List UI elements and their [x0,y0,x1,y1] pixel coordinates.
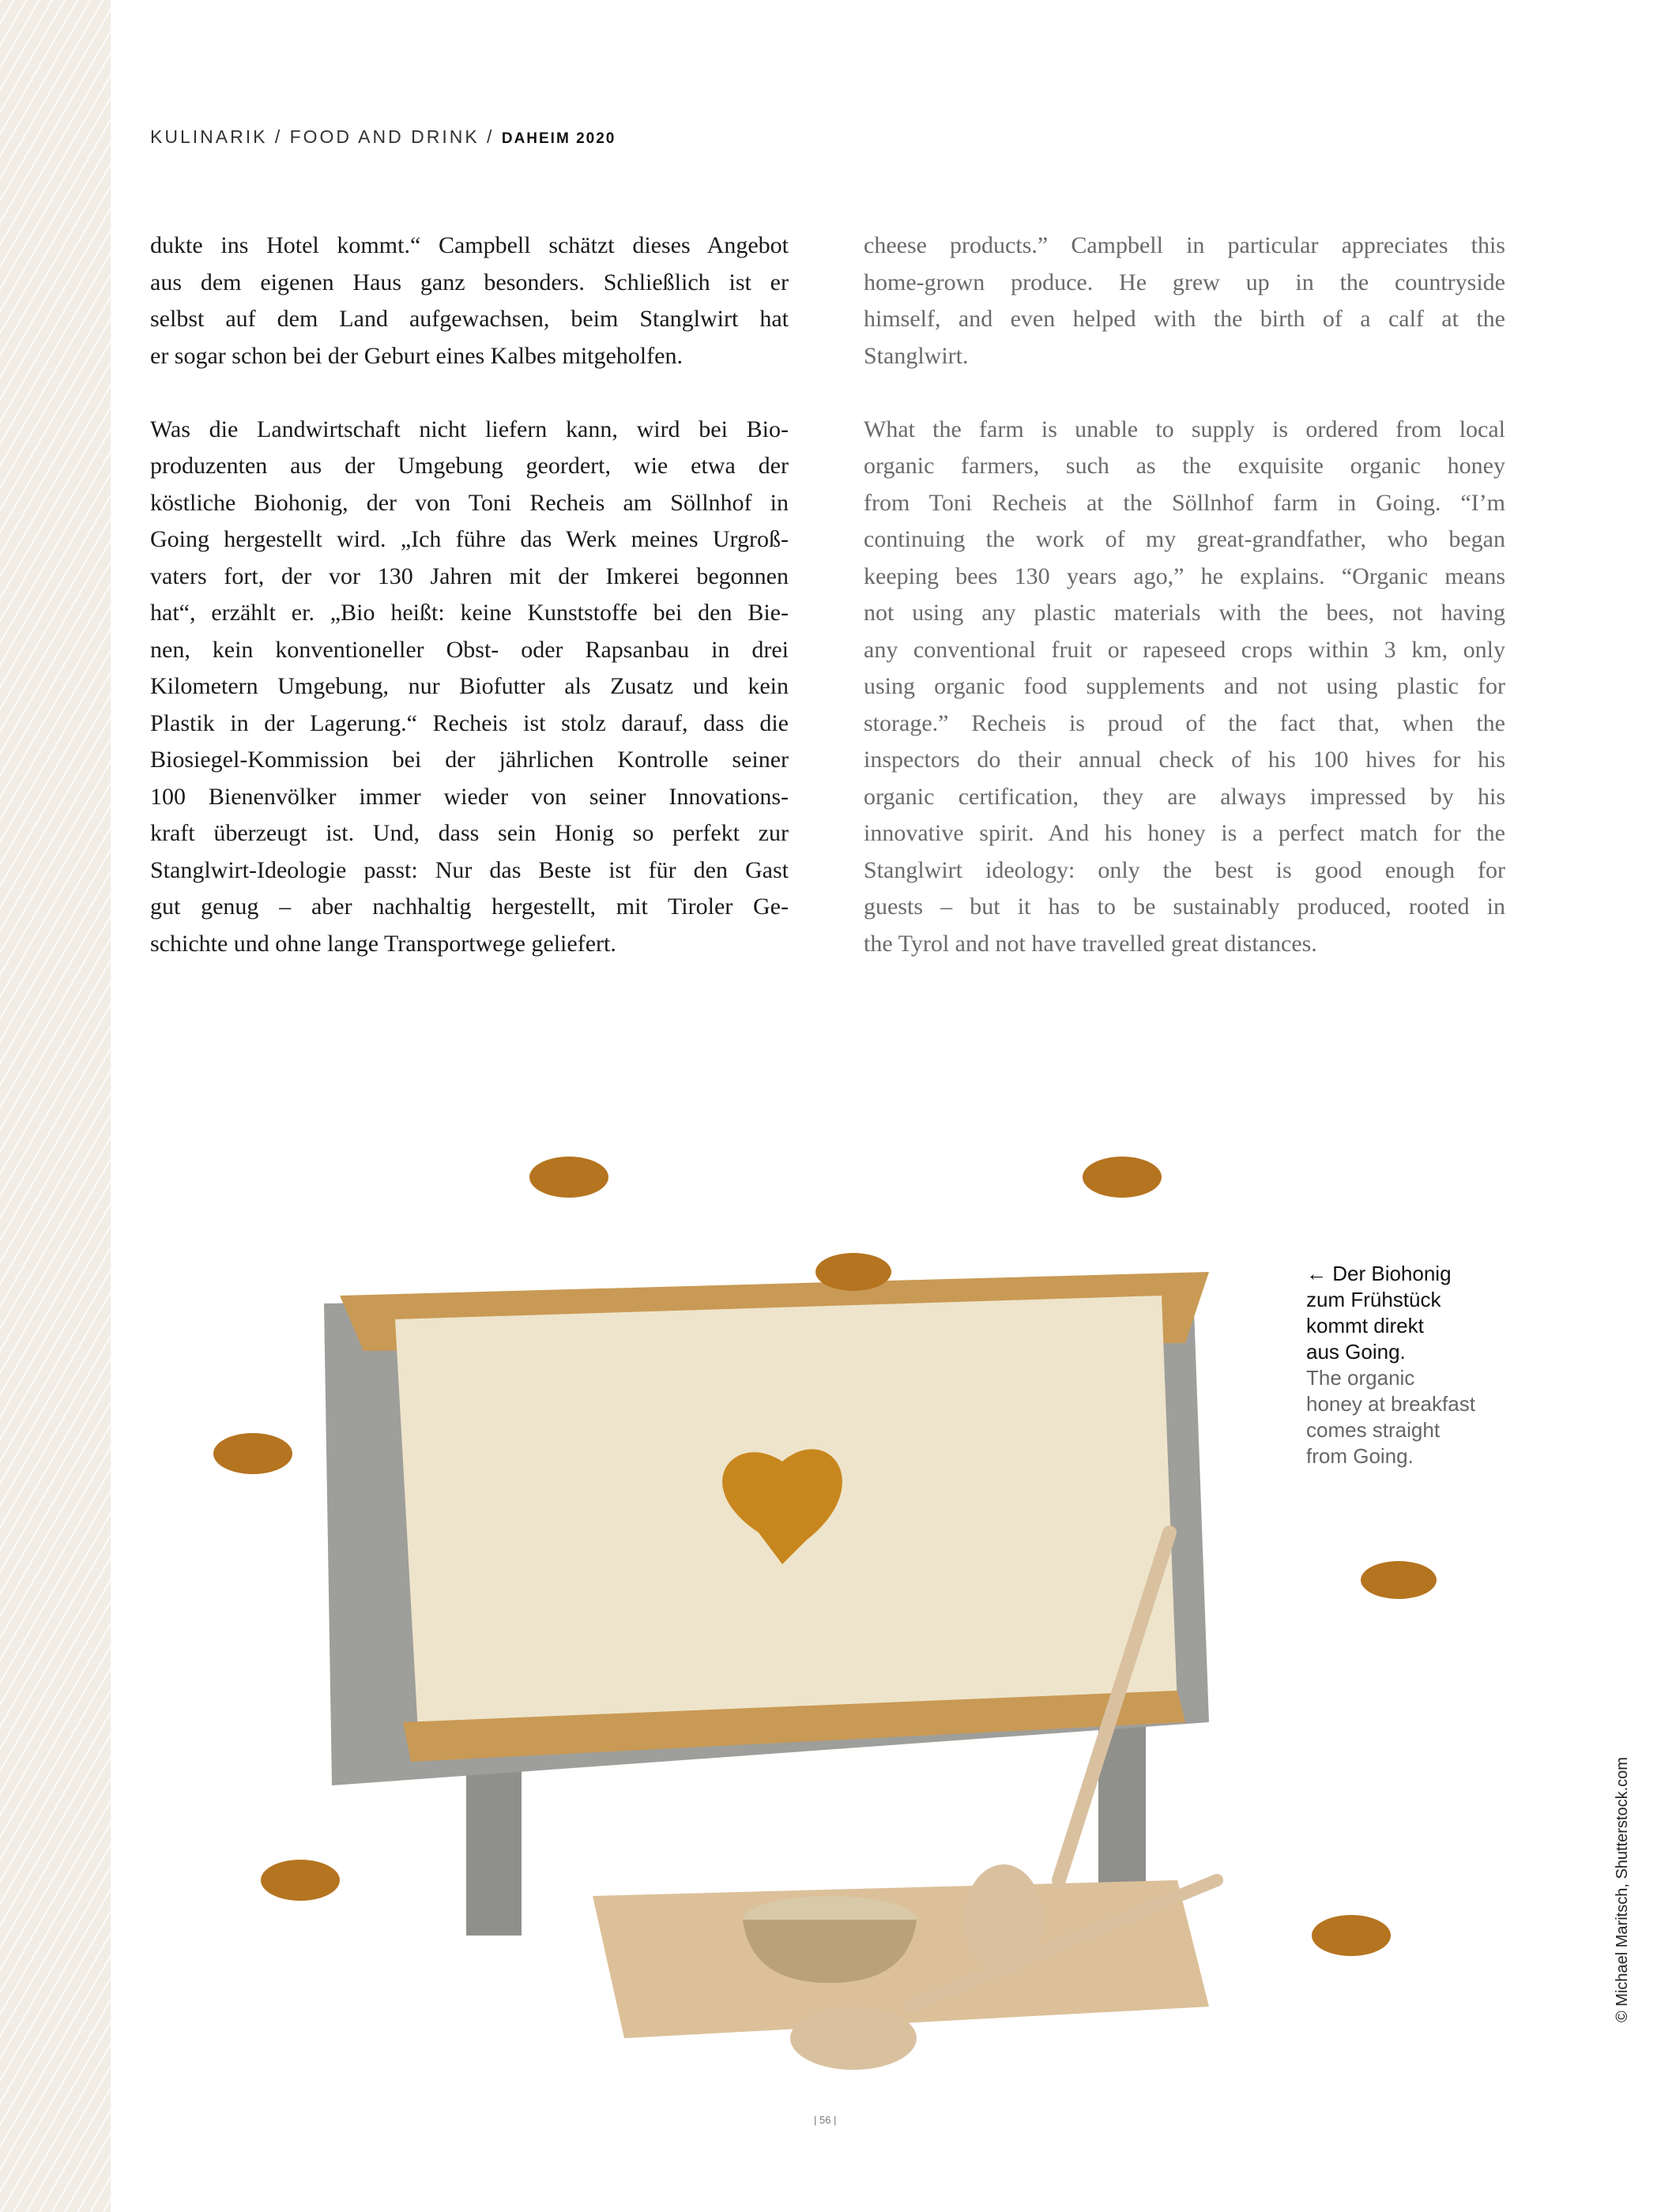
text-line: Stanglwirt ideology: only the best is good enough for [864,856,1505,883]
text-line: gut genug – aber nachhaltig hergestellt, mit Tiroler Ge- [150,893,789,920]
header-issue: DAHEIM 2020 [501,130,616,147]
text-line: innovative spirit. And his honey is a perfect match for the [864,820,1505,846]
paragraph [864,228,1505,374]
caption-german: ← Der Biohonig zum Frühstück kommt direkt aus Going. [1306,1262,1452,1364]
text-line: aus dem eigenen Haus ganz besonders. Schließlich ist er [150,269,789,295]
text-line: Was die Landwirtschaft nicht liefern kann, wird bei Bio- [150,416,789,442]
text-line: inspectors do their annual check of his 100 hives for his [864,747,1505,773]
text-line: organic certification, they are always impressed by his [864,783,1505,810]
honeycomb-photo [182,1090,1478,2086]
photo-caption [1306,1261,1512,1469]
german-text-column [150,228,789,999]
text-line: Going hergestellt wird. „Ich führe das Werk meines Urgroß- [150,526,789,552]
text-line: hat“, erzählt er. „Bio heißt: keine Kunststoffe bei den Bie- [150,600,789,626]
text-line: nen, kein konventioneller Obst- oder Rapsanbau in drei [150,636,789,663]
paragraph [150,228,789,374]
header-section: KULINARIK / FOOD AND DRINK / [150,126,502,147]
text-line: vaters fort, der vor 130 Jahren mit der Imkerei begonnen [150,562,789,589]
page-number: | 56 | [814,2114,837,2126]
text-line: selbst auf dem Land aufgewachsen, beim Stanglwirt hat [150,306,789,332]
text-line: Biosiegel-Kommission bei der jährlichen Kontrolle seiner [150,747,789,773]
photo-credit: © Michael Maritsch, Shutterstock.com [1614,1757,1631,2022]
bee [1361,1561,1437,1599]
paragraph [150,412,789,963]
text-line: using organic food supplements and not using plastic for [864,673,1505,699]
text-line: not using any plastic materials with the bees, not having [864,600,1505,626]
text-line: Kilometern Umgebung, nur Biofutter als Zusatz und kein [150,673,789,699]
text-line: from Toni Recheis at the Söllnhof farm in Going. “I’m [864,489,1505,516]
text-line: organic farmers, such as the exquisite organic honey [864,453,1505,479]
text-line: er sogar schon bei der Geburt eines Kalbes mitgeholfen. [150,342,683,369]
caption-english: The organic honey at breakfast comes straight from Going. [1306,1366,1475,1468]
arrow-left-icon: ← [1306,1262,1327,1285]
bee [261,1860,340,1901]
text-line: cheese products.” Campbell in particular appreciates this [864,232,1505,258]
text-line: Plastik in der Lagerung.“ Recheis ist stolz darauf, dass die [150,709,789,736]
bee [529,1157,608,1198]
text-line: home-grown produce. He grew up in the countryside [864,269,1505,295]
wooden-board [593,1880,1209,2038]
bee [1083,1157,1162,1198]
text-line: himself, and even helped with the birth of a calf at the [864,306,1505,332]
text-line: produzenten aus der Umgebung geordert, wie etwa der [150,453,789,479]
text-line: the Tyrol and not have travelled great distances. [864,930,1317,957]
text-line: continuing the work of my great-grandfather, who began [864,526,1505,552]
text-line: kraft überzeugt ist. Und, dass sein Honig so perfekt zur [150,820,789,846]
text-line: What the farm is unable to supply is ordered from local [864,416,1505,442]
text-line: any conventional fruit or rapeseed crops within 3 km, only [864,636,1505,663]
running-header [150,126,616,148]
english-text-column [864,228,1505,999]
bee [815,1253,891,1291]
text-line: 100 Bienenvölker immer wieder von seiner Innovations- [150,783,789,810]
text-line: keeping bees 130 years ago,” he explains. “Organic means [864,562,1505,589]
decorative-side-pattern [0,0,111,2212]
bee [213,1433,292,1474]
text-line: Stanglwirt. [864,342,969,369]
text-line: guests – but it has to be sustainably produced, rooted in [864,893,1505,920]
text-line: schichte und ohne lange Transportwege geliefert. [150,930,616,957]
text-line: dukte ins Hotel kommt.“ Campbell schätzt dieses Angebot [150,232,789,258]
text-line: Stanglwirt-Ideologie passt: Nur das Beste ist für den Gast [150,856,789,883]
bee [1312,1915,1391,1956]
text-line: köstliche Biohonig, der von Toni Recheis am Söllnhof in [150,489,789,516]
paragraph [864,412,1505,963]
text-line: storage.” Recheis is proud of the fact that, when the [864,709,1505,736]
